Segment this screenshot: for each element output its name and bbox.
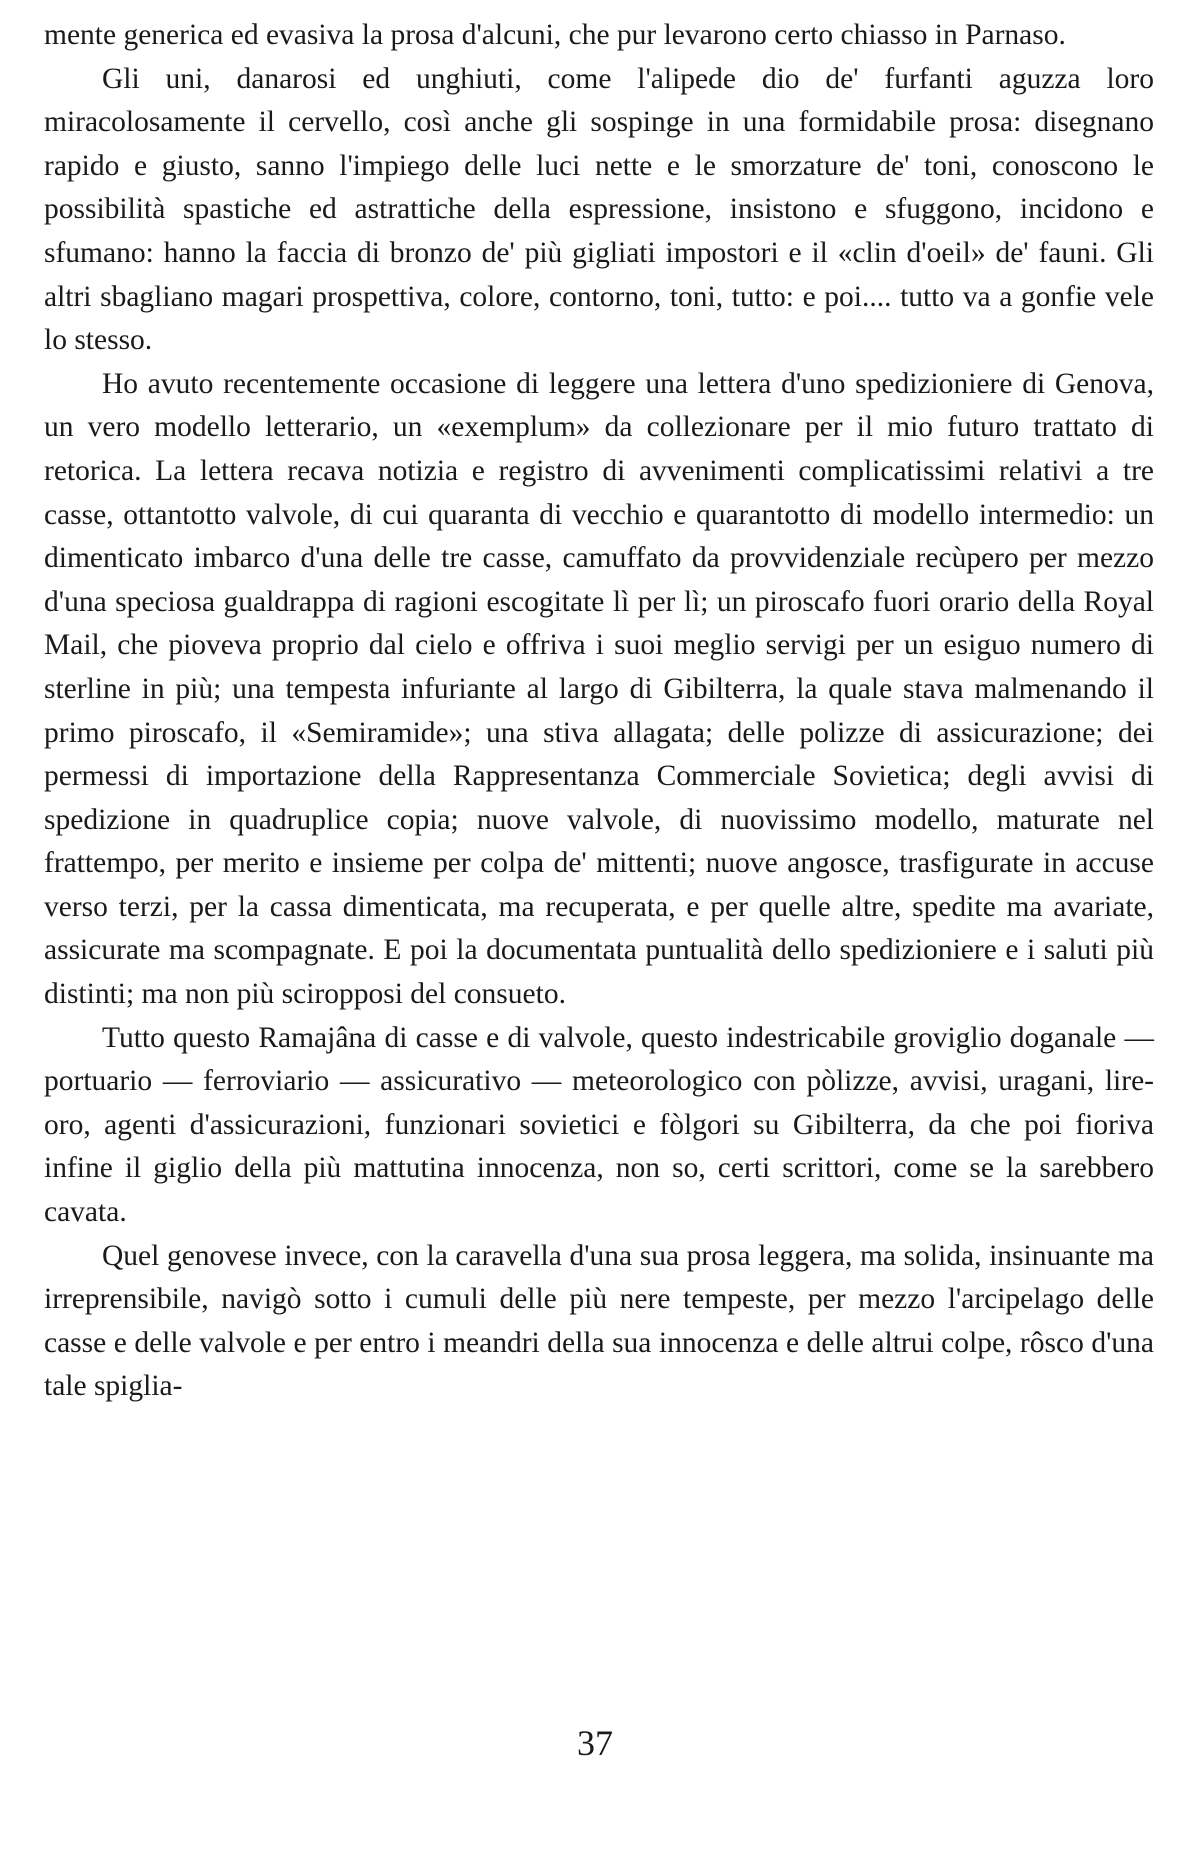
page-number: 37 (577, 1723, 613, 1763)
paragraph-gli-uni: Gli uni, danarosi ed unghiuti, come l'alipede dio de' furfanti aguzza loro miracolosamente il cervello, così anche gli sospinge in una formidabile prosa: disegnano rapido e giusto, sanno l'impiego delle luci nette e le smorzature de' toni, conoscono le possibilità spastiche ed astrattiche della espressione, insistono e sfuggono, incidono e sfumano: hanno la faccia di bronzo de' più gigliati impostori e il «clin d'oeil» de' fauni. Gli altri sbagliano magari prospettiva, colore, contorno, toni, tutto: e poi.... tutto va a gonfie vele lo stesso. (44, 62, 1154, 357)
paragraph-genovese: Quel genovese invece, con la caravella d'una sua prosa leggera, ma solida, insinuante ma irreprensibile, navigò sotto i cumuli delle più nere tempeste, per mezzo l'arcipelago delle casse e delle valvole e per entro i meandri della sua innocenza e delle altrui colpe, rôsco d'una tale spiglia- (44, 1239, 1154, 1403)
page-text (44, 14, 1154, 1409)
paragraph-lettera-spedizioniere: Ho avuto recentemente occasione di leggere una lettera d'uno spedizioniere di Genova, un vero modello letterario, un «exemplum» da collezionare per il mio futuro trattato di retorica. La lettera recava notizia e registro di avvenimenti complicatissimi relativi a tre casse, ottantotto valvole, di cui quaranta di vecchio e quarantotto di modello intermedio: un dimenticato imbarco d'una delle tre casse, camuffato da provvidenziale recùpero per mezzo d'una speciosa gualdrappa di ragioni escogitate lì per lì; un piroscafo fuori orario della Royal Mail, che pioveva proprio dal cielo e offriva i suoi meglio servigi per un esiguo numero di sterline in più; una tempesta infuriante al largo di Gibilterra, la quale stava malmenando il primo piroscafo, il «Semiramide»; una stiva allagata; delle polizze di assicurazione; dei permessi di importazione della Rappresentanza Commerciale Sovietica; degli avvisi di spedizione in quadruplice copia; nuove valvole, di nuovissimo modello, maturate nel frattempo, per merito e insieme per colpa de' mittenti; nuove angosce, trasfigurate in accuse verso terzi, per la cassa dimenticata, ma recuperata, e per quelle altre, spedite ma avariate, assicurate ma scompagnate. E poi la documentata puntualità dello spedizioniere e i saluti più distinti; ma non più sciropposi del consueto. (44, 367, 1154, 1011)
paragraph-continuation: mente generica ed evasiva la prosa d'alcuni, che pur levarono certo chiasso in Parnaso. (44, 19, 1066, 51)
paragraph-ramajana: Tutto questo Ramajâna di casse e di valvole, questo indestricabile groviglio doganale — portuario — ferroviario — assicurativo — meteorologico con pòlizze, avvisi, uragani, lire-oro, agenti d'assicurazioni, funzionari sovietici e fòlgori su Gibilterra, da che poi fioriva infine il giglio della più mattutina innocenza, non so, certi scrittori, come se la sarebbero cavata. (44, 1021, 1154, 1229)
